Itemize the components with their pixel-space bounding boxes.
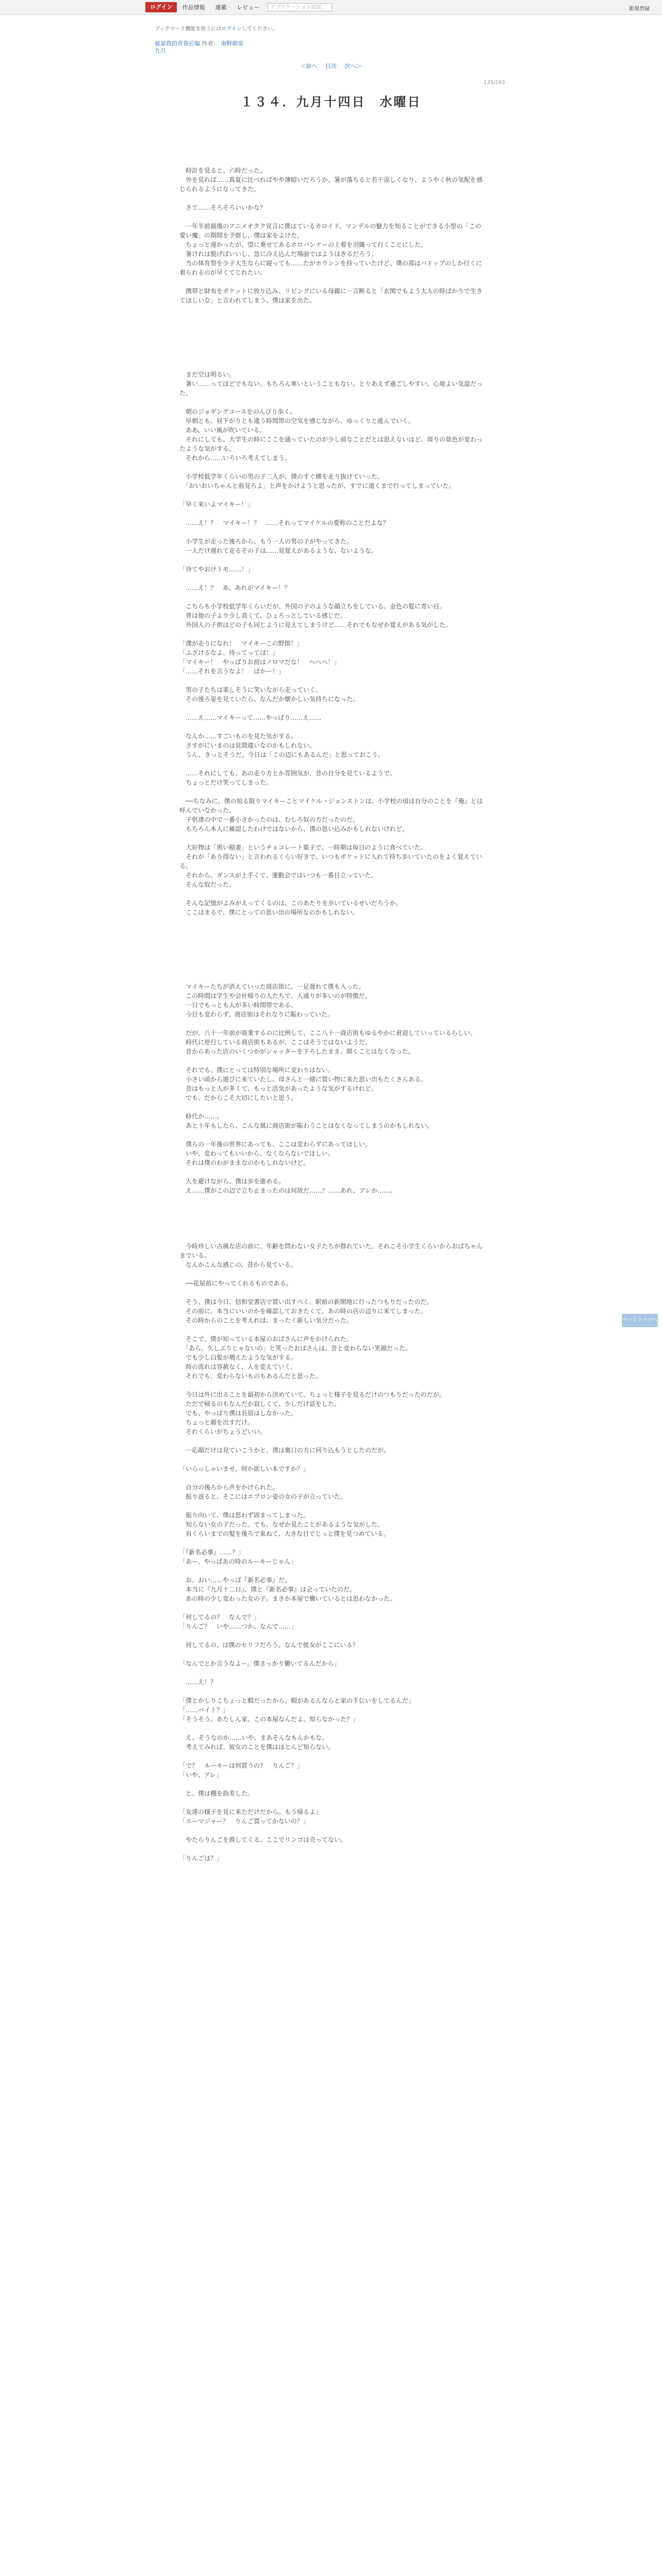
blank-line: [179, 361, 484, 370]
blank-line: [179, 889, 484, 899]
body-paragraph: まだ空は明るい。: [179, 371, 236, 378]
blank-line: [179, 917, 484, 926]
body-paragraph: 「で？ ルーキーは何買うの？ りんご？」: [179, 1762, 304, 1769]
blank-line: [179, 1019, 484, 1028]
blank-line: [179, 574, 484, 583]
breadcrumb-author-label: 作者：: [202, 40, 219, 47]
prev-chapter-link[interactable]: ＜前へ: [300, 63, 318, 70]
body-paragraph: なんか……すごいものを見た気がする。: [179, 733, 297, 740]
notice-text-before: ブックマーク機能を使うには: [155, 26, 222, 32]
body-paragraph: それくらいがちょうどいい。: [179, 1428, 267, 1435]
blank-line: [179, 1205, 484, 1214]
body-paragraph: 暑けれは脱げばいいし、急に冷え込んだ場面ではようはきるだろう。: [179, 250, 378, 258]
body-paragraph: マイキーたちが消えていった商店街に、一足遅れて僕も入った。: [179, 983, 365, 990]
blank-line: [179, 305, 484, 314]
body-paragraph: と、僕は棚を指差した。: [179, 1790, 254, 1797]
body-paragraph: さすがにいまのは見間違いなのかもしれない。: [179, 742, 316, 749]
body-paragraph: さて……そろそろいいかな？: [179, 204, 267, 211]
blank-line: [179, 333, 484, 342]
blank-line: [179, 973, 484, 982]
body-paragraph: 僕らの一年後の世界にあっても、ここは変わらずにあってほしい。: [179, 1141, 371, 1148]
body-paragraph: 「エーマジャー？ りんご買ってかないの？」: [179, 1818, 309, 1825]
blank-line: [179, 1538, 484, 1548]
blank-line: [179, 194, 484, 203]
body-paragraph: 「なんでとか言うなよー。僕きっかり働いてるんだから」: [179, 1660, 340, 1667]
body-paragraph: それが「あり得ない」と言われるくらい好きで、いつもポケットに入れて持ち歩いていたのをよく覚えている。: [179, 853, 483, 870]
blank-line: [179, 342, 484, 351]
page-top-button[interactable]: ページトップへ: [622, 1314, 658, 1327]
body-paragraph: それでも、僕にとっては特別な場所に変わりはない。: [179, 1066, 334, 1074]
body-paragraph: ……え！？ マイキー！？ ……それってマイケルの愛称のことだよな？: [179, 519, 389, 527]
blank-line: [179, 1724, 484, 1733]
body-paragraph: だが、八十一年前が商業するのに比例して、ここ八十一商店街もゆるやかに衰退していっているらしい。: [179, 1029, 476, 1037]
body-paragraph: 一日でもっとも人が多い時間帯である。: [179, 1002, 297, 1009]
blank-line: [179, 722, 484, 732]
body-paragraph: 「りんご？ いや……つか、なんで……」: [179, 1623, 297, 1630]
blank-line: [179, 1214, 484, 1223]
nav-item-serial[interactable]: 連載: [215, 4, 227, 11]
body-paragraph: 一人だけ遅れて走るその子は……見覚えがあるような、ないような。: [179, 547, 378, 554]
blank-line: [179, 1167, 484, 1177]
blank-line: [179, 936, 484, 945]
blank-line: [179, 463, 484, 472]
body-paragraph: 携帯と財布をポケットに放り込み、リビングにいる母親に一言断ると「玄関でもよう大人の時ばかりで生きてほしいな」と言われてしまう、僕は家を出た。: [179, 287, 483, 304]
body-paragraph: 今日は外に出ることを最初から決めていて、ちょっと様子を見るだけのつもりだったのだが。: [179, 1391, 445, 1398]
blank-line: [179, 1603, 484, 1613]
body-paragraph: 背は他の子より少し高くて、ひょろっとしている感じだ。: [179, 612, 346, 619]
body-paragraph: その後ろ姿を見ていたら、なんだか懐かしい気持ちになった。: [179, 696, 359, 703]
body-paragraph: 昔はもっと人が多くて、もっと活気があったような気がするけれど。: [179, 1085, 377, 1092]
body-paragraph: ……え！？ あ、あれがマイキー！？: [179, 584, 291, 591]
body-paragraph: そんな記憶がよみがえってくるのは、このあたりを歩いているせいだろうか。: [179, 900, 402, 907]
body-paragraph: もちろん本人に確認したわけではないから、僕の思い込みかもしれないけれど。: [179, 825, 409, 833]
blank-line: [179, 314, 484, 324]
signup-link[interactable]: 新規登録: [629, 6, 650, 12]
blank-line: [179, 1056, 484, 1065]
blank-line: [179, 954, 484, 963]
body-paragraph: 「マイキー！ やっぱりお前はノロマだな！ へへへ！」: [179, 658, 340, 666]
blank-line: [179, 1223, 484, 1232]
blank-line: [179, 1455, 484, 1464]
body-paragraph: やたらりんごを推してくる。ここでリンゴは売ってない。: [179, 1836, 347, 1843]
body-paragraph: 一応顔だけは見ていこうかと、僕は裏口の方に回り込もうとしたのだが。: [179, 1447, 390, 1454]
notice-text-after: してください。: [241, 26, 278, 32]
body-paragraph: 自分の後ろから声をかけられた。: [179, 1484, 279, 1491]
chapter-title: １３４．九月十四日 水曜日: [240, 95, 422, 109]
body-paragraph: 「いらっしゃいませ。何か欲しい本ですか？」: [179, 1465, 309, 1472]
blank-line: [179, 351, 484, 361]
blank-line: [179, 630, 484, 639]
blank-line: [179, 398, 484, 407]
blank-line: [179, 1566, 484, 1575]
body-paragraph: 「何してるの？ なんで？」: [179, 1614, 260, 1621]
blank-line: [179, 147, 484, 157]
blank-line: [179, 926, 484, 936]
body-paragraph: 暑い……ってほどでもない。もちろん寒いということもない。とりあえず過ごしやすい、心地よい気温だった。: [179, 380, 483, 397]
blank-line: [179, 963, 484, 973]
blank-line: [179, 704, 484, 713]
blank-line: [179, 1473, 484, 1483]
body-paragraph: 今時珍しい古風な店の前に、年齢を問わない女子たちが群れていた。それこそ小学生くらいからおばちゃんまでいる。: [179, 1243, 483, 1259]
blank-line: [179, 1687, 484, 1696]
body-paragraph: 知らない女の子だった。でも、なぜか見たことがあるような気がした。: [179, 1521, 384, 1528]
body-paragraph: それでも、変わらないものもあるんだと思った。: [179, 1372, 322, 1380]
body-paragraph: ……え……マイキーって……やっぱり……え……: [179, 714, 322, 721]
blank-line: [179, 1436, 484, 1446]
nav-item-review[interactable]: レビュー: [237, 4, 260, 11]
body-paragraph: この時間は学生や会社帰りの人たちで、人通りが多いのが特徴だ。: [179, 992, 371, 999]
blank-line: [179, 1780, 484, 1789]
body-paragraph: え、そうなのか……いや、まあそんなもんかもな。: [179, 1734, 328, 1741]
body-paragraph: 「早く来いよマイキー！」: [179, 501, 254, 508]
blank-line: [179, 1381, 484, 1390]
top-navigation-bar: [0, 0, 662, 15]
body-paragraph: 朝のジョギングコースをのんびり歩く。: [179, 408, 296, 415]
body-paragraph: その時からのことを考えれば、まったく新しい気分だった。: [179, 1317, 353, 1324]
blank-line: [179, 1826, 484, 1835]
blank-line: [179, 490, 484, 500]
body-paragraph: 肩くらいまでの髪を後ろで束ねて、大きな目でじっと僕を見つめている。: [179, 1530, 390, 1537]
body-paragraph: 今日も変わらず、商店街はそれなりに賑わっていた。: [179, 1011, 334, 1018]
body-paragraph: ああ、いい風が吹いている。: [179, 427, 266, 434]
blank-line: [179, 1195, 484, 1205]
body-paragraph: 当の体育祭を少子大生ならに寝っても……たがホウシンを持っていたけど、僕の部はバドップのしか行くに着られるのが早くてじれたい。: [179, 260, 482, 276]
body-paragraph: ……それにしても、あの走り方とか雰囲気が、昔の自分を見ているようで。: [179, 770, 396, 777]
nav-item-works[interactable]: 作品情報: [182, 4, 205, 11]
blank-line: [179, 945, 484, 954]
body-paragraph: 昔からあった店のいくつかがシャッターを下ろしたまま、開くことはなくなった。: [179, 1048, 415, 1055]
body-paragraph: ……え！？: [179, 1679, 217, 1686]
body-paragraph: 「おいおいちゃんと前見ろよ」と声をかけようと思ったが、すでに遠くまで行ってしまっていた。: [179, 482, 455, 489]
blank-line: [179, 759, 484, 769]
main-nav: [145, 2, 332, 12]
next-chapter-link[interactable]: 次へ＞: [344, 63, 362, 70]
blank-line: [179, 1631, 484, 1640]
login-button[interactable]: ログイン: [145, 2, 177, 12]
blank-line: [179, 1650, 484, 1659]
breadcrumb-section-link[interactable]: 九月: [155, 47, 166, 54]
body-paragraph: 時代に逆行している商店街もあるが、ここはそうではないようだ。: [179, 1039, 372, 1046]
body-paragraph: 子供達の中で一番小さかったのは、むしろ奴の方だったのだ。: [179, 816, 359, 823]
blank-line: [179, 1269, 484, 1279]
chapter-body: [179, 147, 484, 1863]
body-paragraph: あと十年もしたら、こんな風に商店街が賑わうことはなくなってしまうのかもしれない。: [179, 1122, 434, 1129]
body-paragraph: 「僕が走りになれ！ マイキーこの野郎！」: [179, 640, 303, 647]
body-paragraph: 「……バイト？」: [179, 1706, 229, 1714]
body-paragraph: それにしても、大学生の時にここを通っていたのが少し前なことだとは思えないほど、周りの景色が変わったような気がする。: [179, 436, 483, 452]
body-paragraph: 「僕とかしりこちょっと暇だったから、暇があるんならと家の手伝いをしてるんだ」: [179, 1697, 415, 1704]
blank-line: [179, 1325, 484, 1334]
body-paragraph: 本当に『九月十二日』、僕と『新名必事』は会っていたのだ。: [179, 1586, 356, 1593]
body-paragraph: 時代か……。: [179, 1113, 223, 1120]
body-paragraph: いや、変わってもいいから、なくならないでほしい。: [179, 1150, 334, 1157]
breadcrumb-author-link[interactable]: 南野朝泉: [221, 40, 243, 47]
bookmark-notice: [155, 24, 278, 32]
body-paragraph: 何してるの、は僕のセリフだろう。なんで彼女がここにいる？: [179, 1641, 359, 1649]
body-paragraph: ここはまるで、僕にとっての思い出の場所なのかもしれない。: [179, 909, 359, 916]
body-paragraph: ちょっと顔を出すだけ。: [179, 1419, 254, 1426]
body-paragraph: 外国人の子供はどの子も同じように見えてしまうけど……それでもなぜか覚えがある気がした。: [179, 621, 452, 629]
body-paragraph: それから、ダンスが上手くて、運動会ではいつも一番目立っていた。: [179, 872, 377, 879]
blank-line: [179, 834, 484, 843]
body-paragraph: 男の子たちは楽しそうに笑いながら走っていく。: [179, 686, 322, 693]
blank-line: [179, 1103, 484, 1112]
blank-line: [179, 1844, 484, 1854]
body-paragraph: ちょっとだけ笑ってしまった。: [179, 779, 273, 786]
body-paragraph: でも、だからこそ大切にしたいと思う。: [179, 1094, 297, 1101]
body-paragraph: 小さい頃から遊びに来ていたし、母さんと一緒に買い物に来た思い出もたくさんある。: [179, 1076, 427, 1083]
body-paragraph: 「そうそう。あたしん家、この本屋なんだよ。知らなかった？」: [179, 1716, 359, 1723]
body-paragraph: うん、きっとそうだ。今日は「この辺にもあるんだ」と思っておこう。: [179, 751, 384, 758]
blank-line: [179, 676, 484, 685]
body-paragraph: 小学生が走った後ろから、もう一人の男の子がやってきた。: [179, 538, 353, 545]
blank-line: [179, 277, 484, 286]
body-paragraph: 小学校低学年くらいの男の子二人が、僕のすぐ横を走り抜けていった。: [179, 473, 384, 480]
body-paragraph: 外を見れば……真夏に比べればやや薄暗いだろうか。暑が落ちると若干涼しくなり、ようやく秋の気配を感じられるようになってきた。: [179, 176, 483, 193]
blank-line: [179, 157, 484, 166]
body-paragraph: 振り向いて、僕は思わず固まってしまった。: [179, 1512, 309, 1519]
body-paragraph: こちらも小学校低学年くらいだが、外国の子のような顔立ちをしている。金色の髪に青い目。: [179, 603, 446, 610]
body-paragraph: それから……いろいろ考えてしまう。: [179, 454, 291, 462]
body-paragraph: そこで、僕が知っている本屋のおばさんに声をかけられた。: [179, 1335, 353, 1343]
body-paragraph: お、おい……やっぱ『新名必事』だ。: [179, 1577, 291, 1584]
body-paragraph: ──花屋前にやってくれるものである。: [179, 1280, 292, 1287]
body-paragraph: なんかこんな感じの、昔から見ている。: [179, 1261, 297, 1268]
blank-line: [179, 787, 484, 796]
body-paragraph: 時計を見ると、六時だった。: [179, 167, 267, 174]
body-paragraph: 「待てやおけトモ……！」: [179, 566, 254, 573]
body-paragraph: 「……それを言うなよ！ ばかー！」: [179, 668, 285, 675]
blank-line: [179, 1130, 484, 1140]
body-paragraph: 「いや、アレ」: [179, 1771, 223, 1778]
blank-line: [179, 509, 484, 518]
body-paragraph: そんな奴だった。: [179, 881, 236, 888]
body-paragraph: え……僕がこの辺で立ち止まったのは何故だ……？……あれ、アレか……。: [179, 1187, 396, 1194]
body-paragraph: 「『新名必事』……？」: [179, 1549, 245, 1556]
blank-line: [179, 324, 484, 333]
body-paragraph: 「ふざけるなよ、待ってってば！」: [179, 649, 279, 656]
blank-line: [179, 1501, 484, 1511]
blank-line: [179, 1798, 484, 1807]
body-paragraph: 人を避けながら、僕は歩を進める。: [179, 1178, 285, 1185]
body-paragraph: 振り返ると、そこにはエプロン姿の女の子が立っていた。: [179, 1493, 347, 1500]
body-paragraph: ──ちなみに、僕の知る限りマイキーことマイケル・ジョンストンは、小学校の頃は自分のことを『俺』とは呼んでいなかった。: [179, 798, 483, 814]
body-paragraph: でも、やっぱり僕は長居はしなかった。: [179, 1410, 297, 1417]
body-paragraph: 一年半前最後のアニメオタク宣言に僕はているカロイド、マンデルの魅力を知ることができる小型の「この愛い魔」の期間を予察し、僕は家をよけた。: [179, 223, 482, 239]
body-paragraph: 大好物は「黒い稲妻」というチョコレート菓子で、一時期は毎日のように食べていた。: [179, 844, 427, 851]
body-paragraph: 「りんごは？」: [179, 1855, 223, 1862]
body-paragraph: ちょっと遅かったが、望に乗せてあるホロバンナーの上着を羽織って行くことにした。: [179, 241, 427, 248]
blank-line: [179, 555, 484, 565]
notice-login-link[interactable]: ログイン: [221, 26, 242, 32]
blank-line: [179, 1232, 484, 1242]
body-paragraph: そう、僕は今日、信和堂書店で買い出すべく、駅前の新開地に行ったつもりだったのだ。: [179, 1298, 433, 1306]
body-paragraph: 時の流れは容赦なく、人を変えていく。: [179, 1363, 297, 1370]
body-paragraph: でも少し白髪が増えたような気がする。: [179, 1354, 297, 1361]
body-paragraph: 早朝とも、昼下がりとも違う時間帯の空気を感じながら、ゆっくりと進んでいく。: [179, 417, 415, 425]
body-paragraph: あの時の少し変わった女の子。まさか本屋で働いているとは思わなかった。: [179, 1595, 396, 1602]
blank-line: [179, 1668, 484, 1677]
blank-line: [179, 1752, 484, 1761]
body-paragraph: その前に、本当にいいのかを確認しておきたくて、あの時の店の辺りに来てしまった。: [179, 1308, 427, 1315]
body-paragraph: それは僕のわがままなのかもしれないけど。: [179, 1159, 310, 1166]
blank-line: [179, 592, 484, 602]
breadcrumb: [155, 40, 243, 55]
toc-link[interactable]: 目次: [325, 63, 337, 70]
body-paragraph: 考えてみれば、彼女のことを僕はほとんど知らない。: [179, 1743, 335, 1751]
blank-line: [179, 212, 484, 222]
body-paragraph: ただで帰るのもなんだか寂しくて、少しだけ話をした。: [179, 1400, 340, 1408]
breadcrumb-work-link[interactable]: 彼是我的青春后编: [155, 40, 200, 47]
blank-line: [179, 528, 484, 537]
chapter-pager-top: [0, 62, 662, 70]
body-paragraph: 「友達の様子を見に来ただけだから。もう帰るよ」: [179, 1808, 322, 1816]
body-paragraph: 「あら、久しぶりじゃないの」と笑ったおばさんは、昔と変わらない笑顔だった。: [179, 1345, 412, 1352]
page-number: 135/263: [484, 80, 505, 86]
blank-line: [179, 1288, 484, 1297]
search-input[interactable]: アプリケーション追加: [268, 3, 332, 11]
body-paragraph: 「あー、やっぱあの時のルーキーじゃん」: [179, 1558, 297, 1565]
